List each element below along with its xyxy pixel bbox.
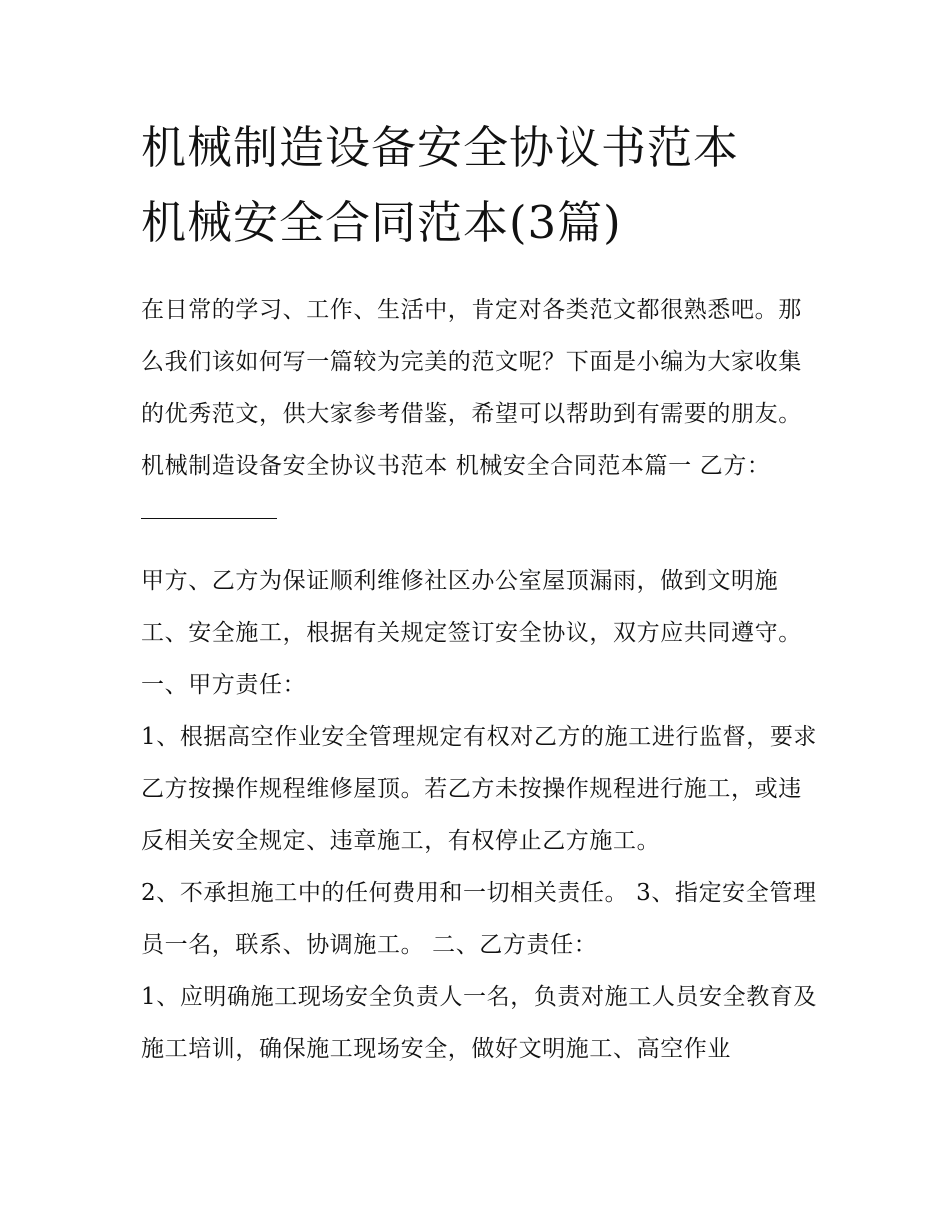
paragraph-1: 甲方、乙方为保证顺利维修社区办公室屋顶漏雨，做到文明施工、安全施工，根据有关规定签订安全协议，双方应共同遵守。 一、甲方责任： (141, 568, 802, 698)
paragraph-2: 1、根据高空作业安全管理规定有权对乙方的施工进行监督，要求乙方按操作规程维修屋顶。若乙方未按操作规程进行施工，或违反相关安全规定、违章施工，有权停止乙方施工。 (141, 724, 818, 854)
paragraph-3: 2、不承担施工中的任何费用和一切相关责任。 3、指定安全管理员一名，联系、协调施工。 二、乙方责任： (141, 880, 817, 958)
title-line-1: 机械制造设备安全协议书范本 (141, 121, 740, 174)
title-line-2: 机械安全合同范本(3篇) (141, 196, 622, 249)
fill-in-blank-line (141, 518, 277, 519)
document-title (141, 110, 821, 260)
document-body (141, 284, 821, 1075)
paragraph-4: 1、应明确施工现场安全负责人一名，负责对施工人员安全教育及施工培训，确保施工现场安全，做好文明施工、高空作业 (141, 984, 818, 1062)
section-heading: 机械制造设备安全协议书范本 机械安全合同范本篇一 乙方： (141, 453, 771, 479)
document-page (141, 110, 821, 1075)
intro-paragraph: 在日常的学习、工作、生活中，肯定对各类范文都很熟悉吧。那么我们该如何写一篇较为完美的范文呢？下面是小编为大家收集的优秀范文，供大家参考借鉴，希望可以帮助到有需要的朋友。 (141, 297, 802, 427)
